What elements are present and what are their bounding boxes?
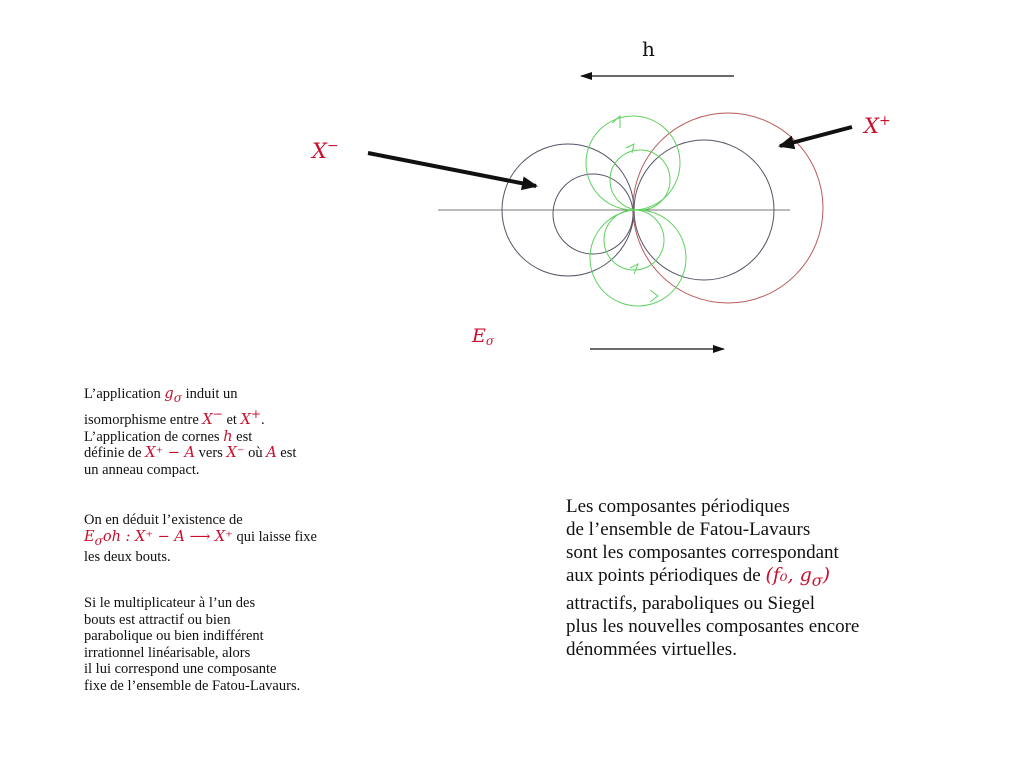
text-line: L’application $g_\sigma$ induit un xyxy=(84,386,238,405)
arrow-xminus xyxy=(368,153,536,186)
text-line: un anneau compact. xyxy=(84,461,200,478)
label-xminus: X− xyxy=(312,138,339,163)
text-line: irrationnel linéarisable, alors xyxy=(84,644,251,661)
petal-arrow-bottom-inner xyxy=(630,264,638,274)
text-line: bouts est attractif ou bien xyxy=(84,611,231,628)
text-line: de l’ensemble de Fatou-Lavaurs xyxy=(566,518,811,540)
text-line: il lui correspond une composante xyxy=(84,661,277,677)
text-line: définie de X⁺ − A vers X⁻ où A est xyxy=(84,445,297,462)
label-h: h xyxy=(642,37,655,61)
text-line: plus les nouvelles composantes encore xyxy=(566,615,860,637)
text-line: sont les composantes correspondant xyxy=(566,541,839,563)
text-line: fixe de l’ensemble de Fatou-Lavaurs. xyxy=(84,677,301,694)
label-xplus: X+ xyxy=(864,113,891,138)
paragraph-periodic-components xyxy=(566,496,986,661)
text-line: attractifs, paraboliques ou Siegel xyxy=(566,592,816,614)
text-line: Les composantes périodiques xyxy=(566,496,790,517)
text-line: dénommées virtuelles. xyxy=(566,638,737,660)
paragraph-multiplier xyxy=(84,595,404,694)
text-line: On en déduit l’existence de xyxy=(84,512,243,528)
petal-arrow-bottom xyxy=(650,290,658,302)
green-petal-bottom xyxy=(590,210,686,306)
label-e-sigma: Eσ xyxy=(472,325,495,348)
fatou-lavaurs-diagram xyxy=(0,0,1024,370)
text-line: parabolique ou bien indifférent xyxy=(84,628,264,644)
text-line: L’application de cornes h est xyxy=(84,428,253,445)
paragraph-isomorphism xyxy=(84,386,404,478)
text-line: $E_\sigma oh$ : X⁺ − A ⟶ X⁺ qui laisse fixe xyxy=(84,528,317,548)
text-line: aux points périodiques de (f₀, $g_\sigma$) xyxy=(566,564,831,591)
green-petal-top-inner xyxy=(610,150,670,210)
paragraph-e-sigma xyxy=(84,512,404,565)
text-line: les deux bouts. xyxy=(84,548,171,565)
text-line: isomorphisme entre X− et X+. xyxy=(84,407,265,429)
text-line: Si le multiplicateur à l’un des xyxy=(84,595,256,611)
